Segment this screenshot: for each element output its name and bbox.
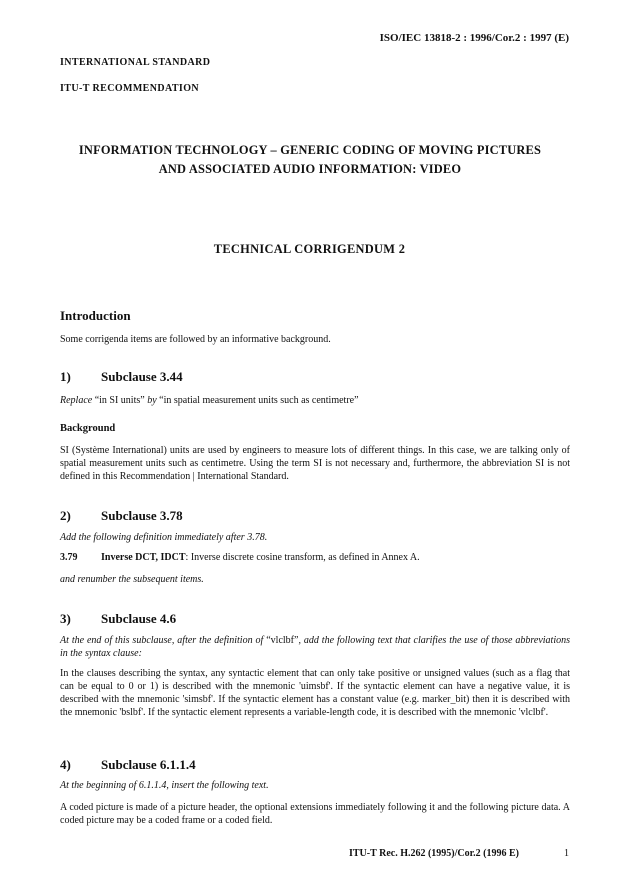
- document-title: [40, 141, 580, 179]
- section-4-title: Subclause 6.1.1.4: [101, 757, 196, 772]
- section-2-instruction: Add the following definition immediately after 3.78.: [60, 532, 268, 543]
- replace-from: “in SI units”: [92, 395, 148, 406]
- replace-to: “in spatial measurement units such as centimetre”: [156, 395, 359, 406]
- section-4-number: 4): [60, 757, 71, 772]
- by-word: by: [147, 395, 157, 406]
- section-4-body: A coded picture is made of a picture header, the optional extensions immediately following it and the following picture data. A coded picture may be a coded frame or a coded field.: [60, 802, 570, 826]
- standard-label: INTERNATIONAL STANDARD: [60, 57, 211, 68]
- section-1-number: 1): [60, 369, 71, 384]
- section-3-number: 3): [60, 611, 71, 626]
- section-3-body: In the clauses describing the syntax, any syntactic element that can only take positive or unsigned values (such as a flag that can be equal to 0 or 1) is described with the mnemonic 'uimsbf'. If the syntactic element can have a negative value, it is described with the mnemonic 'simsbf'. If the syntactic element has a constant value (e.g. marker_bit) then it is described with the mnemonic 'bslbf'. If the syntactic element represents a variable-length code, it is described with the mnemonic 'vlclbf'.: [60, 668, 570, 718]
- intro-text: Some corrigenda items are followed by an informative background.: [60, 334, 331, 345]
- instruction-part-a: At the end of this subclause, after the definition of: [60, 635, 267, 646]
- instruction-part-b: , add the following text that clarifies the use of those abbreviations in the syntax clause:: [60, 635, 570, 659]
- instruction-term: “vlclbf”: [266, 635, 299, 646]
- section-2-number: 2): [60, 508, 71, 523]
- section-3-instruction: [60, 634, 570, 660]
- footer-reference: ITU-T Rec. H.262 (1995)/Cor.2 (1996 E): [349, 848, 519, 859]
- page-number: 1: [564, 848, 569, 859]
- section-1-background-text: SI (Système International) units are used by engineers to measure lots of different things. In this case, we are talking only of spatial measurement units such as centimetre. Using the term SI is not necessary and, furthermore, the abbreviation SI is not defined in this Recommendation | International Standard.: [60, 445, 570, 482]
- definition-number: 3.79: [60, 552, 78, 563]
- intro-heading: Introduction: [60, 308, 131, 323]
- section-1-background-heading: Background: [60, 423, 116, 434]
- recommendation-label: ITU-T RECOMMENDATION: [60, 83, 200, 94]
- section-1-title: Subclause 3.44: [101, 369, 183, 384]
- definition-text: [101, 552, 420, 563]
- section-1-instruction: [60, 394, 570, 407]
- section-3-title: Subclause 4.6: [101, 611, 177, 626]
- title-line-2: AND ASSOCIATED AUDIO INFORMATION: VIDEO: [158, 162, 462, 176]
- section-2-renumber-note: and renumber the subsequent items.: [60, 574, 204, 585]
- definition-term: Inverse DCT, IDCT: [101, 552, 186, 563]
- title-line-1: INFORMATION TECHNOLOGY – GENERIC CODING OF MOVING PICTURES: [78, 143, 542, 157]
- replace-word: Replace: [60, 395, 93, 406]
- section-4-instruction: At the beginning of 6.1.1.4, insert the following text.: [60, 780, 269, 791]
- definition-body: : Inverse discrete cosine transform, as defined in Annex A.: [185, 552, 420, 563]
- section-2-title: Subclause 3.78: [101, 508, 183, 523]
- corrigendum-title: TECHNICAL CORRIGENDUM 2: [213, 242, 406, 256]
- document-id: ISO/IEC 13818-2 : 1996/Cor.2 : 1997 (E): [379, 32, 569, 44]
